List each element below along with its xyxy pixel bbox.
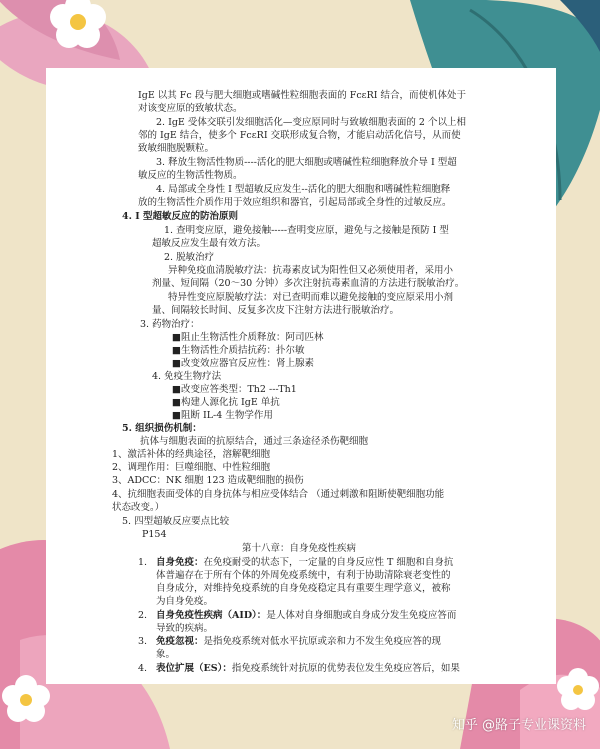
text-line: 3. 释放生物活性物质----活化的肥大细胞或嗜碱性粒细胞释放介导 I 型超 <box>156 157 457 168</box>
text-line: 2. IgE 受体交联引发细胞活化—变应原同时与致敏细胞表面的 2 个以上相 <box>156 117 466 128</box>
text-line: 抗体与细胞表面的抗原结合，通过三条途径杀伤靶细胞 <box>140 436 369 447</box>
text-line: 剂量、短间隔（20～30 分钟）多次注射抗毒素血清的方法进行脱敏治疗。 <box>152 278 465 289</box>
text-line: 1. 查明变应原，避免接触-----查明变应原，避免与之接触是预防 I 型 <box>164 225 449 236</box>
text-line: 2. 脱敏治疗 <box>164 252 215 263</box>
list-number: 1. <box>138 557 148 568</box>
text-line: 为自身免疫。 <box>156 596 214 607</box>
text-line: 4. 免疫生物疗法 <box>152 371 222 382</box>
text-line: 体普遍存在于所有个体的外周免疫系统中，有利于协助清除衰老变性的 <box>156 570 451 581</box>
text-line: IgE 以其 Fc 段与肥大细胞或嗜碱性粒细胞表面的 FcεRI 结合，而使机体处于 <box>138 90 467 101</box>
text-line: 特异性变应原脱敏疗法：对已查明而难以避免接触的变应原采用小剂 <box>168 292 454 303</box>
list-number: 4. <box>138 663 148 674</box>
text-line: 自身成分，对维持免疫系统的自身免疫稳定具有重要生理学意义，被称 <box>156 583 451 594</box>
document-page <box>46 68 556 684</box>
text-line: ■改变效应器官反应性：肾上腺素 <box>172 358 314 369</box>
definition-line: 自身免疫：在免疫耐受的状态下，一定量的自身反应性 T 细胞和自身抗 <box>156 557 454 568</box>
text-line: 象。 <box>156 649 176 660</box>
text-line: 2、调理作用：巨噬细胞、中性粒细胞 <box>112 462 271 473</box>
text-line: 敏反应的生物活性物质。 <box>138 170 243 181</box>
text-line: 对该变应原的致敏状态。 <box>138 103 243 114</box>
text-line: 状态改变。） <box>112 502 165 513</box>
text-line: ■生物活性介质拮抗药：扑尔敏 <box>172 345 305 356</box>
text-line: 4、抗细胞表面受体的自身抗体与相应受体结合 （通过刺激和阻断使靶细胞功能 <box>112 489 445 500</box>
text-line: 5. 四型超敏反应要点比较 <box>122 516 230 527</box>
chapter-title: 第十八章：自身免疫性疾病 <box>242 543 357 554</box>
text-line: ■阻断 IL-4 生物学作用 <box>172 410 273 421</box>
text-line: 4. 局部或全身性 I 型超敏反应发生--活化的肥大细胞和嗜碱性粒细胞释 <box>156 184 451 195</box>
list-number: 2. <box>138 610 148 621</box>
text-line: 3、ADCC：NK 细胞 123 造成靶细胞的损伤 <box>112 475 304 486</box>
watermark: 知乎 @路子专业课资料 <box>451 718 586 733</box>
text-line: 邻的 IgE 结合，使多个 FcεRI 交联形成复合物，才能启动活化信号，从而使 <box>138 130 461 141</box>
text-line: 放的生物活性介质作用于效应组织和器官，引起局部或全身性的过敏反应。 <box>138 197 452 208</box>
text-line: 导致的疾病。 <box>156 623 214 634</box>
list-number: 3. <box>138 636 148 647</box>
text-line: 异种免疫血清脱敏疗法：抗毒素皮试为阳性但又必须使用者，采用小 <box>168 265 454 276</box>
definition-line: 自身免疫性疾病（AID）：是人体对自身细胞或自身成分发生免疫应答而 <box>156 610 457 621</box>
text-line: P154 <box>142 529 167 540</box>
definition-line: 免疫忽视：是指免疫系统对低水平抗原或亲和力不发生免疫应答的现 <box>156 636 442 647</box>
section-heading: 5. 组织损伤机制： <box>122 423 202 434</box>
text-line: ■阻止生物活性介质释放：阿司匹林 <box>172 332 324 343</box>
text-line: ■构建人源化抗 IgE 单抗 <box>172 397 280 408</box>
section-heading: 4. I 型超敏反应的防治原则 <box>122 211 238 222</box>
text-line: 1、激活补体的经典途径，溶解靶细胞 <box>112 449 271 460</box>
text-line: 超敏反应发生最有效方法。 <box>152 238 267 249</box>
text-line: 量、间隔较长时间、反复多次皮下注射方法进行脱敏治疗。 <box>152 305 400 316</box>
text-line: 3. 药物治疗： <box>140 319 200 330</box>
definition-line: 表位扩展（ES）：指免疫系统针对抗原的优势表位发生免疫应答后，如果 <box>156 663 460 674</box>
text-line: 致敏细胞脱颗粒。 <box>138 143 215 154</box>
text-line: ■改变应答类型：Th2 ---Th1 <box>172 384 297 395</box>
